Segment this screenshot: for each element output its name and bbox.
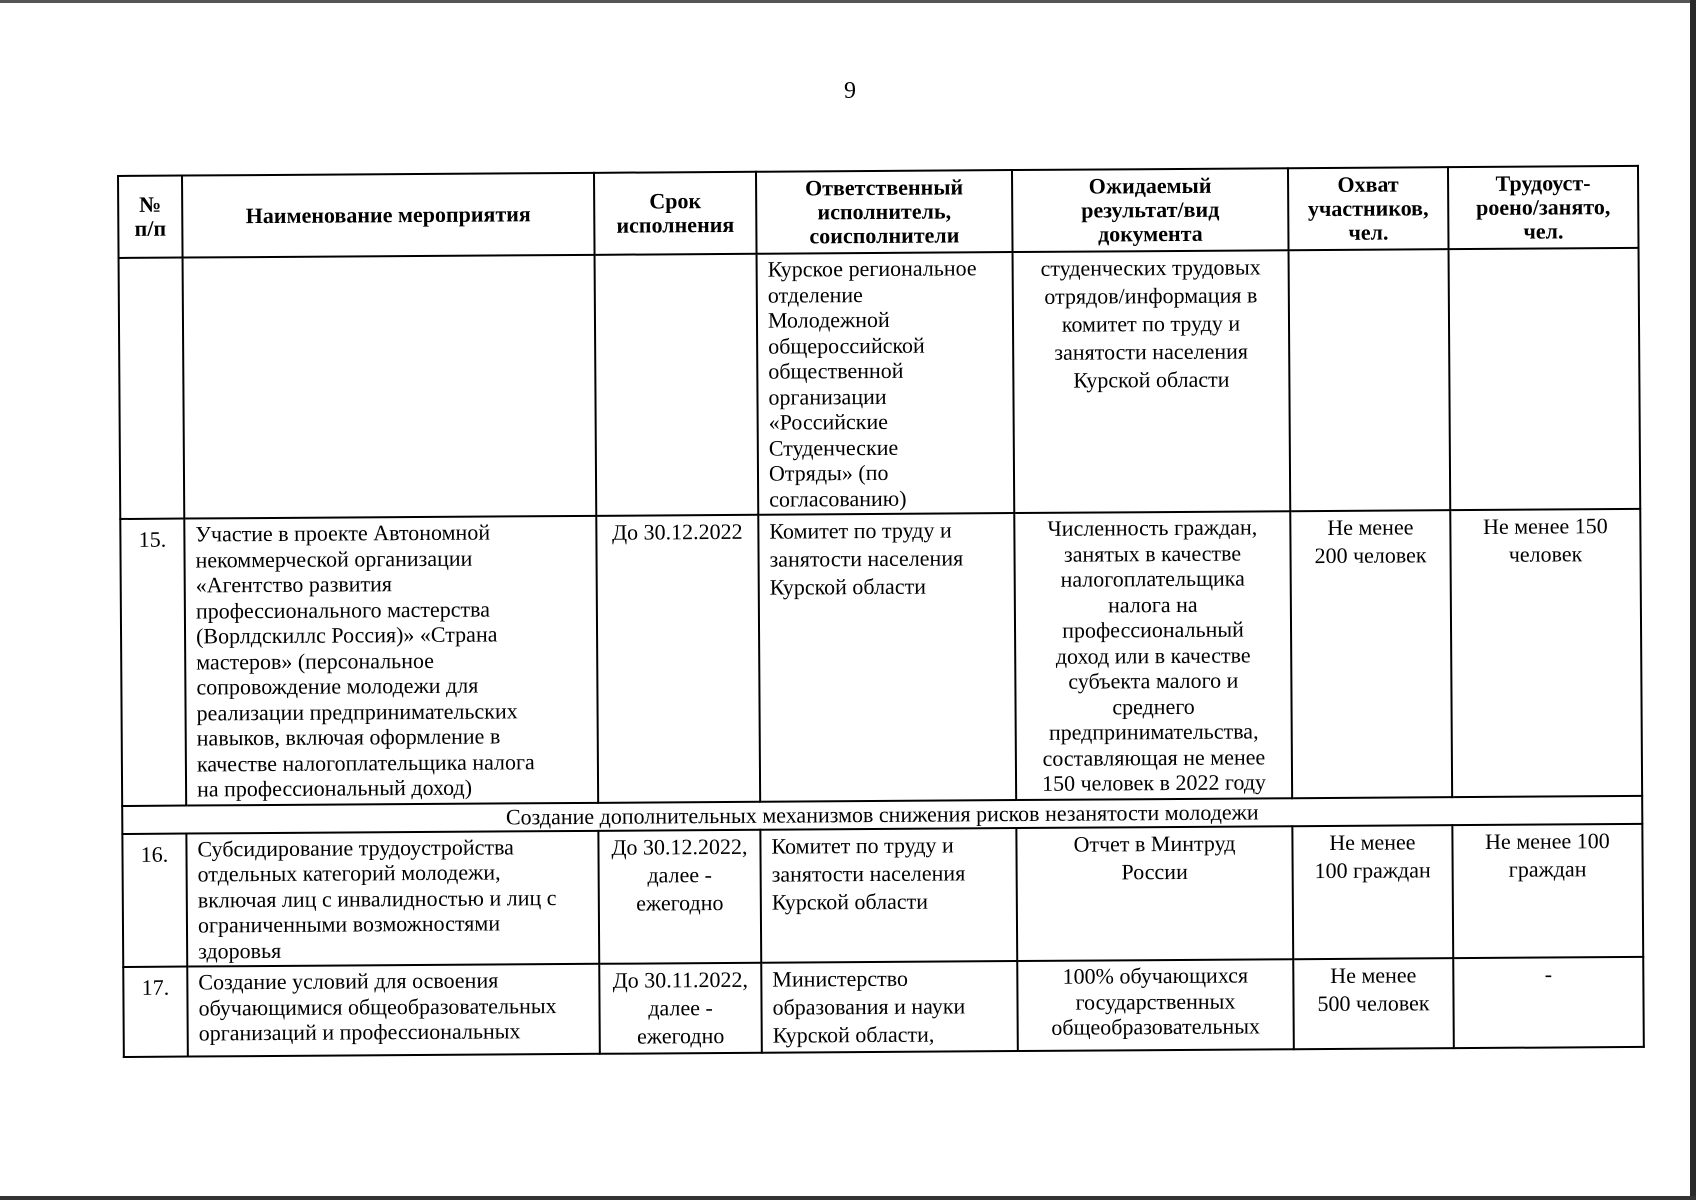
events-table — [117, 165, 1645, 1058]
text-line: предпринимательства, — [1048, 718, 1259, 745]
text-line: Курской области — [1073, 366, 1230, 393]
text-line: Не менее — [1329, 828, 1416, 855]
text-line: налога на — [1108, 591, 1198, 617]
text-line: До 30.12.2022, — [611, 833, 748, 860]
cell-employed — [1450, 509, 1642, 797]
text-line: Участие в проекте Автономной — [195, 519, 491, 547]
cell-num: 17. — [123, 967, 188, 1057]
text-line: человек — [1508, 541, 1583, 567]
cell-num: 15. — [120, 519, 186, 806]
cell-responsible — [760, 828, 1017, 963]
header-num — [118, 176, 183, 258]
text-line: субъекта малого и — [1068, 667, 1239, 694]
header-coverage — [1288, 167, 1449, 250]
text-line: ограниченными возможностями — [197, 910, 501, 938]
cell-name — [187, 964, 600, 1057]
text-line: Ожидаемый — [1088, 172, 1212, 199]
text-line: далее - — [647, 861, 712, 887]
text-line: Комитет по труду и — [769, 517, 952, 544]
text-line: среднего — [1112, 693, 1195, 719]
text-line: России — [1121, 858, 1188, 884]
header-result — [1012, 168, 1289, 252]
text-line: участников, — [1307, 195, 1429, 222]
cell-result — [1016, 826, 1293, 961]
cell-employed — [1452, 823, 1643, 958]
table-row — [123, 957, 1644, 1057]
cell-responsible — [758, 513, 1016, 801]
text-line: Курской области — [769, 573, 926, 600]
text-line: документа — [1097, 220, 1203, 247]
cell-num: 16. — [122, 833, 187, 967]
text-line: мастеров» (персональное — [196, 647, 435, 674]
text-line: занятости населения — [771, 859, 966, 887]
text-line: включая лиц с инвалидностью и лиц с — [197, 884, 557, 912]
text-line: исполнитель, — [817, 198, 952, 225]
text-line: 200 человек — [1314, 542, 1427, 569]
cell-employed — [1453, 957, 1644, 1048]
text-line: на профессиональный доход) — [196, 774, 473, 802]
cell-num — [119, 258, 185, 519]
text-line: Охват — [1337, 171, 1399, 197]
text-line: Отчет в Минтруд — [1073, 830, 1236, 857]
text-line: занятости населения — [1054, 338, 1249, 365]
text-line: «Российские — [768, 408, 889, 435]
text-line: согласованию) — [769, 485, 907, 512]
text-line: Ответственный — [804, 174, 964, 201]
text-line: результат/вид — [1081, 196, 1220, 223]
table-row — [120, 509, 1642, 806]
text-line: исполнения — [616, 211, 735, 238]
text-line: Срок — [649, 188, 702, 214]
text-line: Не менее — [1327, 514, 1414, 540]
header-name: Наименование мероприятия — [182, 173, 595, 258]
cell-coverage — [1289, 249, 1451, 511]
text-line: реализации предпринимательских — [196, 697, 518, 725]
section-title: Создание дополнительных механизмов снижения рисков незанятости молодежи — [122, 795, 1642, 833]
text-line: Молодежной — [767, 306, 890, 333]
text-line: 100% обучающихся — [1062, 962, 1249, 989]
cell-name — [184, 516, 598, 805]
text-line: (Ворлдскиллс Россия)» «Страна — [195, 621, 498, 649]
cell-name — [183, 255, 597, 519]
text-line: соисполнители — [809, 222, 960, 249]
text-line: Комитет по труду и — [771, 831, 954, 859]
text-line: сопровождение молодежи для — [196, 672, 479, 700]
cell-name — [186, 830, 599, 966]
cell-deadline — [598, 829, 761, 964]
text-line: № — [139, 191, 162, 217]
text-line: До 30.12.2022 — [612, 518, 743, 545]
text-line: организаций и профессиональных — [198, 1018, 521, 1046]
text-line: Субсидирование трудоустройства — [197, 833, 514, 861]
text-line: далее - — [648, 995, 713, 1021]
text-line: общероссийской — [768, 332, 925, 359]
text-line: профессиональный — [1062, 616, 1244, 643]
text-line: 100 граждан — [1314, 856, 1431, 883]
cell-coverage — [1292, 825, 1453, 960]
text-line: «Агентство развития — [195, 571, 393, 598]
text-line: составляющая не менее — [1042, 743, 1266, 771]
text-line: Курское региональное — [767, 255, 977, 282]
text-line: Не менее 100 — [1485, 827, 1610, 854]
scan-edge-top — [0, 0, 1696, 3]
text-line: До 30.11.2022, — [612, 966, 749, 993]
text-line: доход или в качестве — [1055, 641, 1251, 669]
table-header-row — [118, 166, 1639, 258]
text-line: занятости населения — [769, 545, 964, 572]
text-line: Курской области, — [772, 1021, 935, 1048]
cell-deadline — [596, 515, 760, 803]
text-line: роено/занято, — [1476, 194, 1611, 220]
cell-result — [1014, 511, 1292, 799]
text-line: навыков, включая оформление в — [196, 723, 501, 751]
cell-deadline — [595, 254, 759, 516]
cell-employed — [1449, 248, 1641, 510]
text-line: общеобразовательных — [1051, 1013, 1261, 1040]
text-line: Численность граждан, — [1047, 514, 1258, 541]
cell-coverage — [1290, 510, 1452, 798]
table-row — [119, 248, 1641, 519]
text-line: качестве налогоплательщика налога — [196, 748, 535, 776]
scan-edge-bottom — [0, 1196, 1696, 1200]
cell-result — [1013, 250, 1291, 513]
text-line: 150 человек в 2022 году — [1041, 769, 1267, 796]
text-line: ежегодно — [636, 889, 724, 916]
text-line: профессионального мастерства — [195, 596, 491, 623]
text-line: ежегодно — [637, 1022, 725, 1049]
text-line: занятых в качестве — [1063, 540, 1242, 567]
text-line: чел. — [1348, 219, 1389, 245]
text-line: некоммерческой организации — [195, 545, 473, 572]
header-deadline — [594, 172, 757, 255]
cell-coverage — [1293, 958, 1454, 1049]
text-line: отделение — [767, 281, 863, 308]
header-employed — [1448, 166, 1639, 249]
text-line: 500 человек — [1317, 990, 1430, 1017]
page-number: 9 — [844, 78, 856, 104]
text-line: граждан — [1508, 855, 1587, 882]
text-line: Не менее 150 — [1482, 513, 1608, 539]
header-responsible — [756, 170, 1013, 254]
text-line: Трудоуст- — [1495, 170, 1591, 196]
text-line: чел. — [1523, 218, 1564, 244]
text-line: отдельных категорий молодежи, — [197, 859, 501, 887]
scan-edge-right — [1690, 0, 1696, 1200]
text-line: Не менее — [1330, 962, 1417, 988]
text-line: студенческих трудовых — [1040, 254, 1261, 281]
cell-deadline — [599, 963, 762, 1054]
text-line: налогоплательщика — [1060, 565, 1245, 592]
text-line: государственных — [1075, 988, 1236, 1015]
text-line: п/п — [134, 215, 167, 241]
text-line: организации — [768, 383, 887, 410]
text-line: комитет по труду и — [1061, 310, 1241, 337]
text-line: отрядов/информация в — [1044, 282, 1258, 309]
text-line: здоровья — [198, 937, 282, 963]
text-line: Министерство — [772, 965, 909, 992]
text-line: образования и науки — [772, 993, 966, 1020]
cell-responsible — [761, 961, 1018, 1053]
text-line: Студенческие — [768, 434, 899, 461]
text-line: Отряды» (по — [768, 459, 889, 486]
table-row — [122, 823, 1643, 967]
text-line: - — [1544, 961, 1553, 987]
text-line: Создание условий для освоения — [198, 967, 499, 995]
text-line: обучающимися общеобразовательных — [198, 992, 557, 1020]
cell-responsible — [757, 252, 1015, 515]
cell-result — [1017, 959, 1294, 1051]
text-line: Курской области — [771, 888, 929, 915]
text-line: общественной — [768, 357, 904, 384]
